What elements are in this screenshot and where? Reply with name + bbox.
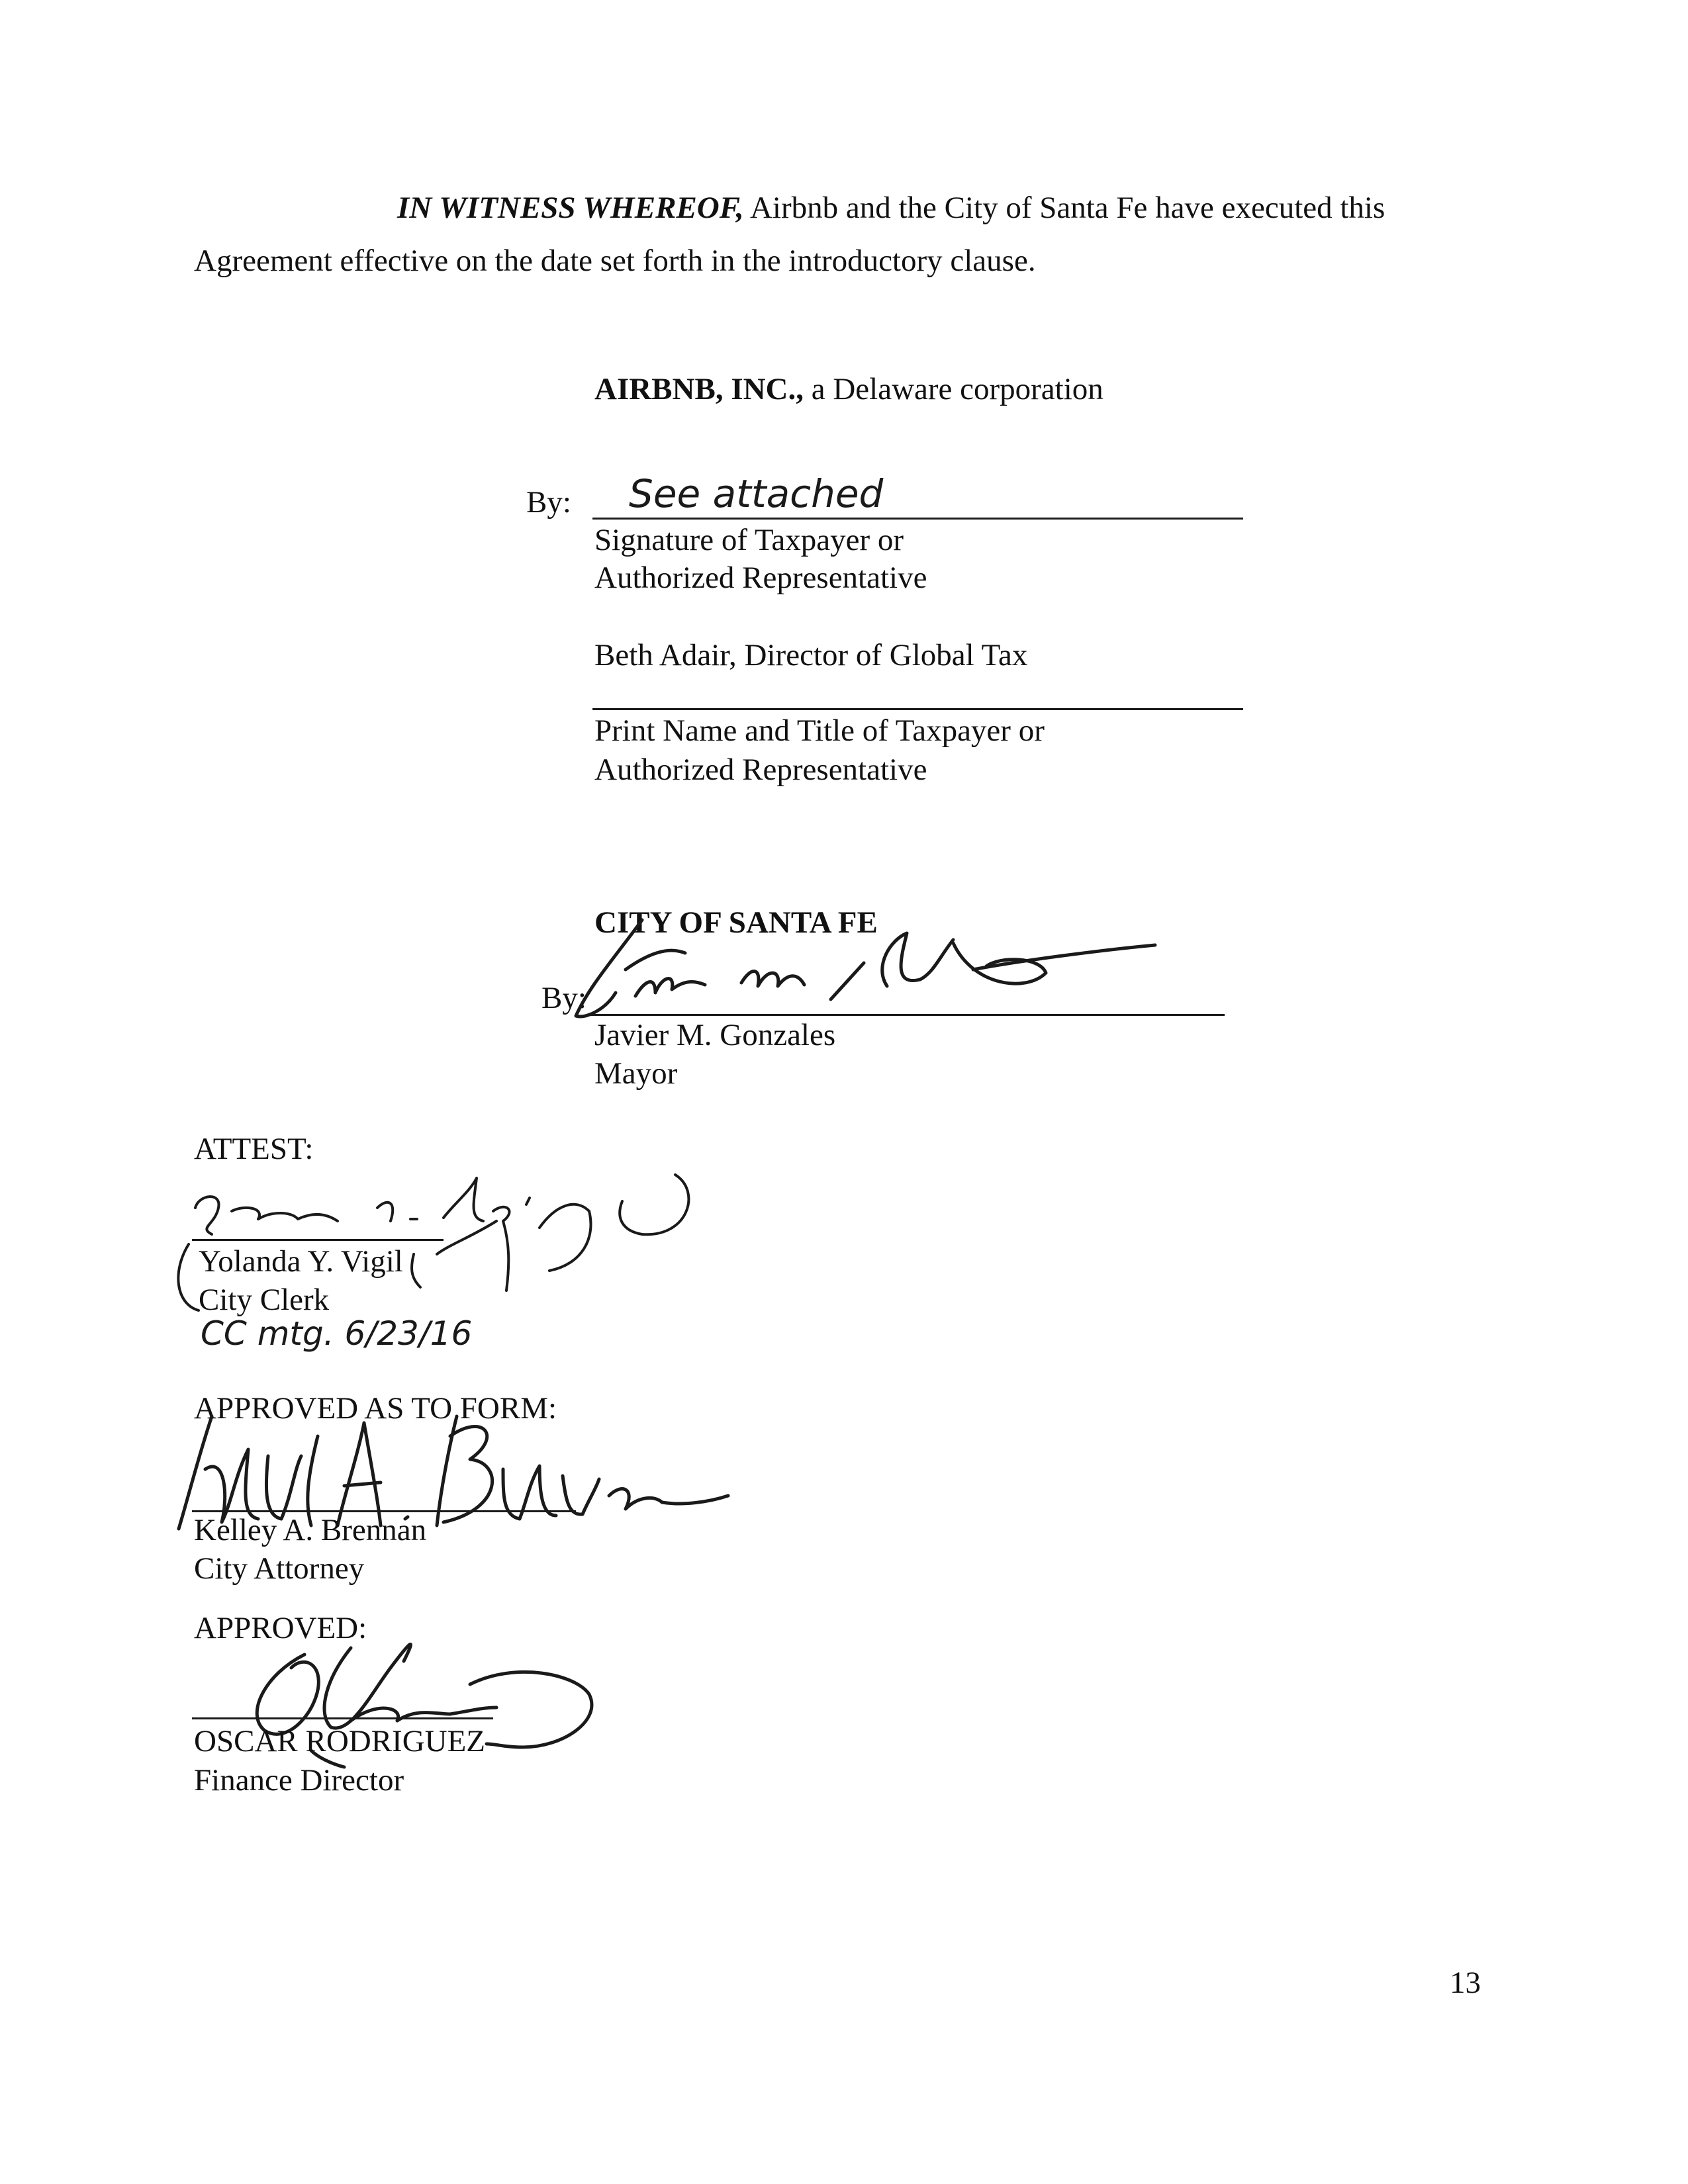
approved-heading: APPROVED: <box>194 1611 367 1645</box>
airbnb-by-label: By: <box>526 485 571 520</box>
airbnb-name-caption-1: Print Name and Title of Taxpayer or <box>594 713 1045 748</box>
airbnb-sig-caption-1: Signature of Taxpayer or <box>594 523 904 557</box>
attest-heading: ATTEST: <box>194 1132 314 1166</box>
airbnb-name-caption-2: Authorized Representative <box>594 752 927 787</box>
airbnb-signature-line <box>592 518 1243 520</box>
airbnb-name-line <box>592 708 1243 710</box>
attest-title: City Clerk <box>199 1283 330 1317</box>
page-number: 13 <box>1450 1966 1481 2000</box>
approved-form-title: City Attorney <box>194 1551 365 1586</box>
airbnb-sig-caption-2: Authorized Representative <box>594 561 927 595</box>
approved-form-heading: APPROVED AS TO FORM: <box>194 1391 557 1426</box>
witness-rest: Airbnb and the City of Santa Fe have executed this <box>743 191 1385 225</box>
witness-line-2: Agreement effective on the date set forth in the introductory clause. <box>194 244 1036 278</box>
approved-form-name: Kelley A. Brennan <box>194 1513 427 1547</box>
city-by-label: By: <box>541 981 586 1015</box>
witness-line-1 <box>397 189 1385 226</box>
city-name: CITY OF SANTA FE <box>594 905 878 940</box>
airbnb-suffix: a Delaware corporation <box>804 372 1103 406</box>
attest-handwritten-note: CC mtg. 6/23/16 <box>201 1314 473 1353</box>
city-signer-title: Mayor <box>594 1056 678 1091</box>
airbnb-heading <box>594 371 1103 408</box>
approved-name: OSCAR RODRIGUEZ <box>194 1724 486 1758</box>
witness-lead: IN WITNESS WHEREOF, <box>397 191 744 225</box>
airbnb-name: AIRBNB, INC., <box>594 372 804 406</box>
airbnb-handwritten-signature: See attached <box>629 471 884 516</box>
attest-name: Yolanda Y. Vigil <box>199 1244 403 1279</box>
airbnb-printed-name: Beth Adair, Director of Global Tax <box>594 638 1028 672</box>
city-signer-name: Javier M. Gonzales <box>594 1018 836 1052</box>
approved-title: Finance Director <box>194 1763 404 1797</box>
